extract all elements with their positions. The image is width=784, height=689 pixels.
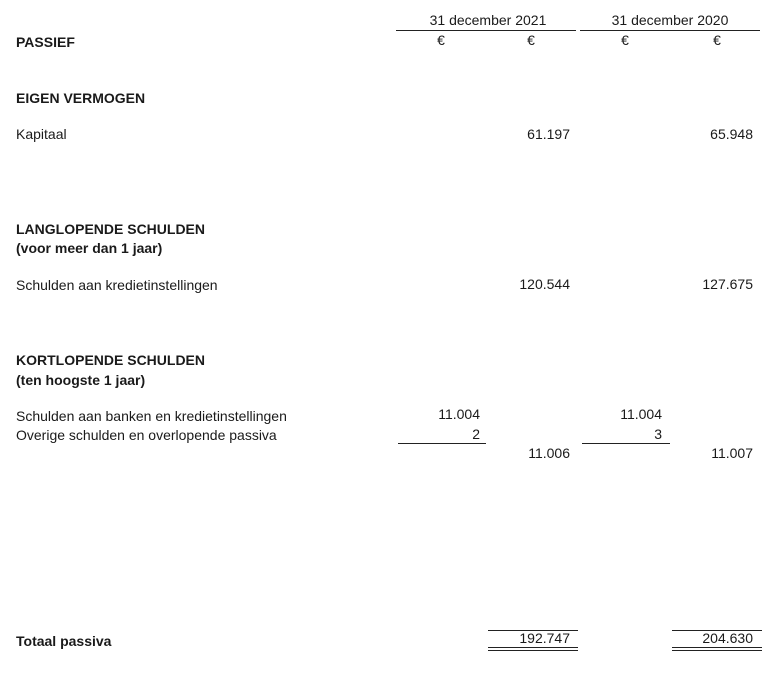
currency-symbol-2020-detail: € [621, 32, 629, 48]
short-term-debt-row-label: Schulden aan banken en kredietinstellingen [16, 408, 287, 424]
long-term-debt-row-value-2020: 127.675 [702, 276, 753, 292]
short-term-debt-row-detail-2020: 11.004 [620, 406, 662, 422]
short-term-debt-row-detail-2020: 3 [654, 426, 662, 442]
long-term-debt-heading: LANGLOPENDE SCHULDEN [16, 221, 206, 237]
long-term-debt-row-value-2021: 120.544 [519, 276, 570, 292]
year-2021-header: 31 december 2021 [429, 12, 547, 28]
year-2020-header: 31 december 2020 [611, 12, 729, 28]
currency-symbol-2021-total: € [527, 32, 535, 48]
short-term-debt-subtotal-2020: 11.007 [711, 445, 753, 461]
short-term-debt-subheading: (ten hoogste 1 jaar) [16, 372, 146, 388]
currency-symbol-2021-detail: € [437, 32, 445, 48]
total-double-rule-2020 [672, 647, 762, 651]
currency-symbol-2020-total: € [713, 32, 721, 48]
short-term-debt-subtotal-rule-2020 [582, 443, 670, 444]
year-2020-header-rule [580, 30, 760, 31]
total-label: Totaal passiva [16, 633, 112, 649]
long-term-debt-subheading: (voor meer dan 1 jaar) [16, 240, 163, 256]
short-term-debt-subtotal-2021: 11.006 [528, 445, 570, 461]
short-term-debt-row-detail-2021: 2 [472, 426, 480, 442]
total-double-rule-2021 [488, 647, 578, 651]
long-term-debt-row-label: Schulden aan kredietinstellingen [16, 277, 218, 293]
total-value-2020: 204.630 [702, 630, 753, 646]
equity-row-value-2021: 61.197 [527, 126, 570, 142]
equity-row-value-2020: 65.948 [710, 126, 753, 142]
section-title: PASSIEF [16, 34, 75, 50]
year-2021-header-rule [396, 30, 576, 31]
equity-row-label: Kapitaal [16, 126, 67, 142]
equity-heading: EIGEN VERMOGEN [16, 90, 146, 106]
short-term-debt-heading: KORTLOPENDE SCHULDEN [16, 352, 206, 368]
short-term-debt-subtotal-rule-2021 [398, 443, 486, 444]
total-value-2021: 192.747 [519, 630, 570, 646]
short-term-debt-row-label: Overige schulden en overlopende passiva [16, 427, 277, 443]
short-term-debt-row-detail-2021: 11.004 [438, 406, 480, 422]
